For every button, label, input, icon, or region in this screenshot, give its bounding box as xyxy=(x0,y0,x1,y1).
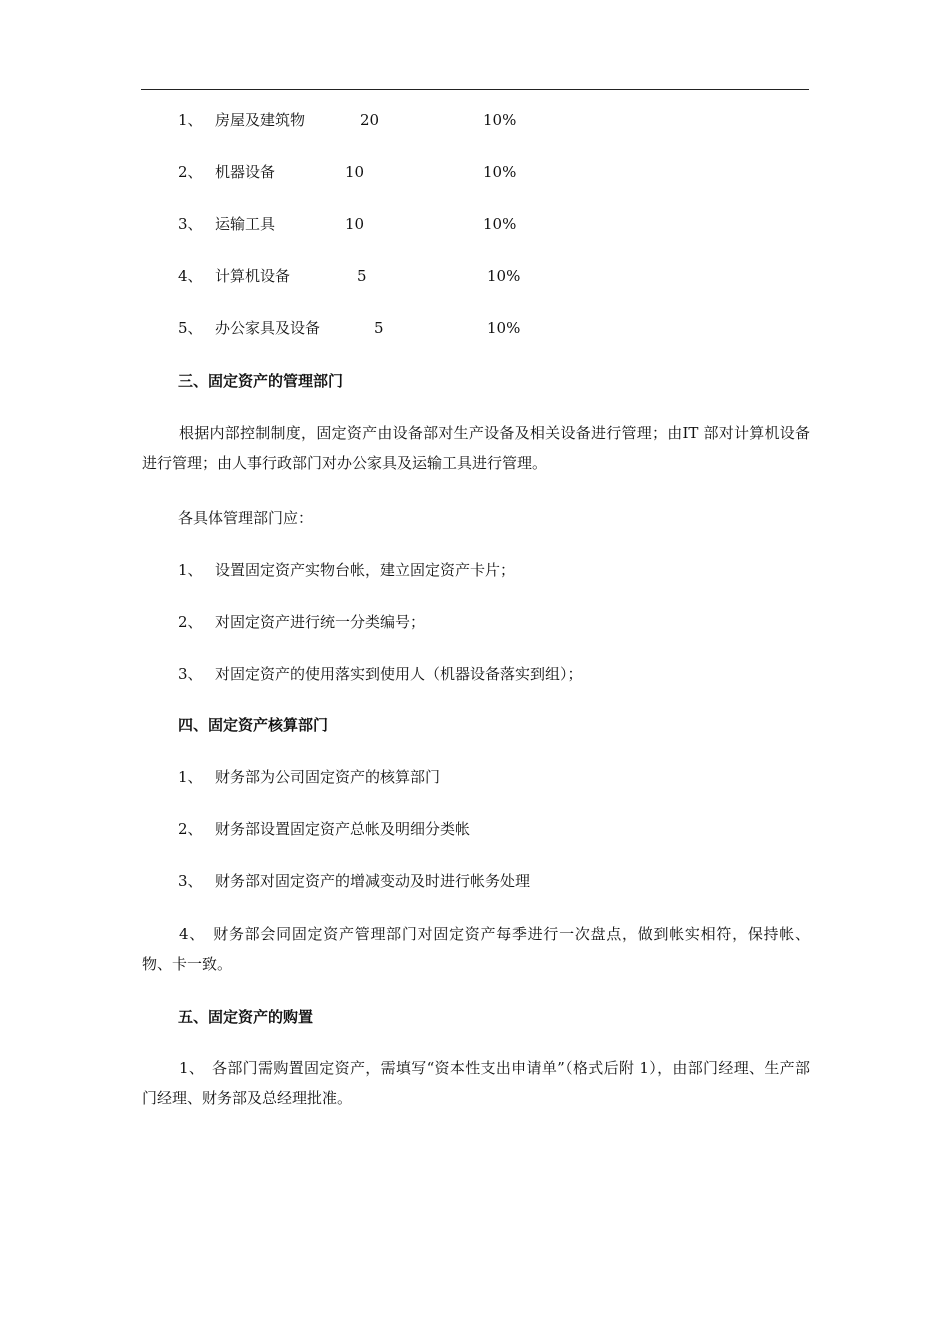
row-rate: 10% xyxy=(487,267,521,285)
row-index: 5、 xyxy=(178,319,203,337)
row-years: 10 xyxy=(345,215,365,233)
list-index: 2、 xyxy=(178,820,203,838)
row-years: 5 xyxy=(357,267,367,285)
list-item: 财务部为公司固定资产的核算部门 xyxy=(215,768,441,786)
row-years: 20 xyxy=(360,111,380,129)
section-heading: 五、固定资产的购置 xyxy=(178,1008,314,1026)
row-index: 2、 xyxy=(178,163,203,181)
list-index: 1、 xyxy=(178,768,203,786)
row-rate: 10% xyxy=(483,111,517,129)
row-rate: 10% xyxy=(483,215,517,233)
list-index: 2、 xyxy=(178,613,203,631)
header-rule xyxy=(141,89,809,90)
section-heading: 四、固定资产核算部门 xyxy=(178,716,329,734)
list-item: 财务部对固定资产的增减变动及时进行帐务处理 xyxy=(215,872,531,890)
row-rate: 10% xyxy=(483,163,517,181)
list-item: 设置固定资产实物台帐，建立固定资产卡片； xyxy=(215,561,516,579)
row-index: 4、 xyxy=(178,267,203,285)
paragraph: 根据内部控制制度，固定资产由设备部对生产设备及相关设备进行管理；由IT 部对计算机设备进行管理；由人事行政部门对办公家具及运输工具进行管理。 xyxy=(142,424,810,472)
list-item: 对固定资产进行统一分类编号； xyxy=(215,613,426,631)
row-rate: 10% xyxy=(487,319,521,337)
row-years: 10 xyxy=(345,163,365,181)
row-name: 计算机设备 xyxy=(215,267,291,285)
list-index: 1、 xyxy=(178,561,203,579)
paragraph: 4、 财务部会同固定资产管理部门对固定资产每季进行一次盘点，做到帐实相符，保持帐、物、卡一致。 xyxy=(142,925,810,973)
list-item: 对固定资产的使用落实到使用人（机器设备落实到组）； xyxy=(215,665,583,683)
row-name: 运输工具 xyxy=(215,215,276,233)
list-item: 财务部设置固定资产总帐及明细分类帐 xyxy=(215,820,471,838)
section-heading: 三、固定资产的管理部门 xyxy=(178,372,344,390)
row-years: 5 xyxy=(374,319,384,337)
row-name: 房屋及建筑物 xyxy=(215,111,306,129)
paragraph: 1、 各部门需购置固定资产，需填写“资本性支出申请单”（格式后附 1），由部门经理、生产部门经理、财务部及总经理批准。 xyxy=(142,1059,810,1107)
row-name: 机器设备 xyxy=(215,163,276,181)
row-name: 办公家具及设备 xyxy=(215,319,321,337)
list-index: 3、 xyxy=(178,665,203,683)
row-index: 1、 xyxy=(178,111,203,129)
list-index: 3、 xyxy=(178,872,203,890)
paragraph: 各具体管理部门应： xyxy=(178,509,314,527)
row-index: 3、 xyxy=(178,215,203,233)
